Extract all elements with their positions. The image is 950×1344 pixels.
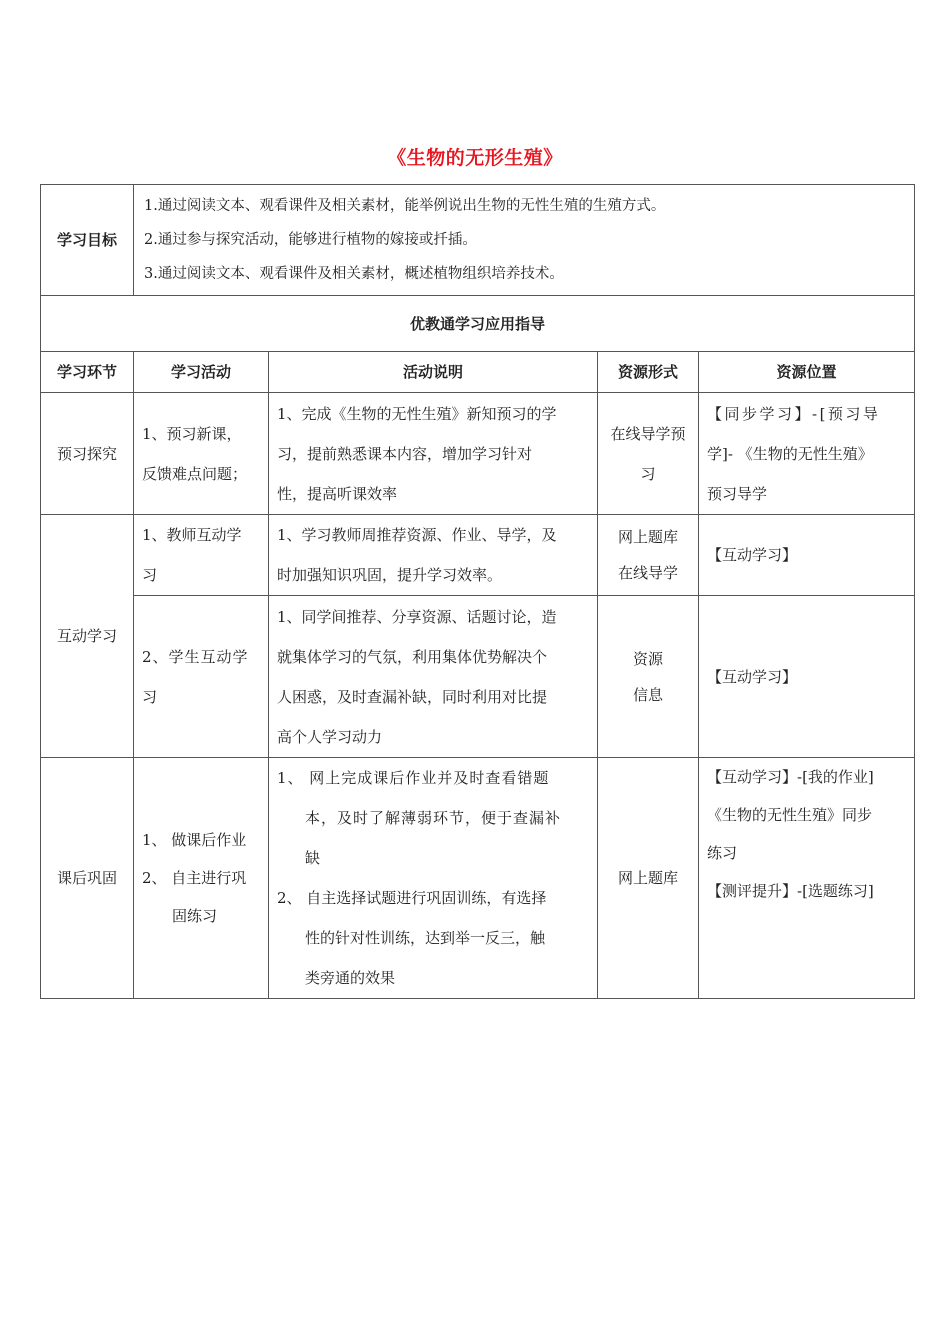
location-line: 【测评提升】-[选题练习] — [707, 882, 874, 900]
desc-line: 习，提前熟悉课本内容，增加学习针对 — [277, 444, 533, 463]
location-line: 《生物的无性生殖》同步 — [707, 806, 873, 824]
stage-interact: 互动学习 — [41, 515, 134, 758]
desc-preview — [269, 393, 598, 515]
guide-title: 优教通学习应用指导 — [41, 296, 915, 352]
desc-line: 1、学习教师周推荐资源、作业、导学，及 — [277, 526, 557, 544]
desc-line: 时加强知识巩固，提升学习效率。 — [277, 566, 503, 584]
form-line: 信息 — [632, 685, 663, 704]
form-student — [598, 596, 699, 758]
form-line: 在线导学预 — [610, 424, 686, 443]
objectives-label: 学习目标 — [41, 185, 134, 296]
form-line: 网上题库 — [617, 528, 678, 546]
page-title: 《生物的无形生殖》 — [387, 147, 563, 169]
header-resource-location: 资源位置 — [699, 352, 915, 393]
header-description: 活动说明 — [269, 352, 598, 393]
desc-line: 2、 自主选择试题进行巩固训练，有选择 — [277, 889, 547, 907]
table-row-review — [41, 758, 915, 999]
guide-title-row — [41, 296, 915, 352]
activity-preview — [134, 393, 269, 515]
desc-line: 1、 网上完成课后作业并及时查看错题 — [277, 769, 550, 787]
objective-item: 2.通过参与探究活动，能够进行植物的嫁接或扦插。 — [144, 232, 477, 248]
table-row-interact-student — [41, 596, 915, 758]
desc-line: 人困惑，及时查漏补缺，同时利用对比提 — [277, 687, 548, 706]
desc-line: 本，及时了解薄弱环节，便于查漏补 — [305, 809, 562, 827]
activity-student — [134, 596, 269, 758]
location-line: 预习导学 — [707, 484, 768, 503]
activity-line: 1、教师互动学 — [142, 526, 242, 544]
header-resource-form: 资源形式 — [598, 352, 699, 393]
objectives-list — [134, 185, 915, 296]
location-student: 【互动学习】 — [699, 596, 915, 758]
location-teacher: 【互动学习】 — [699, 515, 915, 596]
desc-line: 1、完成《生物的无性生殖》新知预习的学 — [277, 404, 557, 423]
activity-line: 2、学生互动学 — [142, 647, 249, 666]
desc-line: 类旁通的效果 — [305, 969, 396, 987]
desc-line: 缺 — [305, 849, 321, 867]
form-line: 资源 — [632, 649, 663, 668]
form-preview — [598, 393, 699, 515]
activity-teacher — [134, 515, 269, 596]
desc-line: 性的针对性训练，达到举一反三，触 — [305, 929, 546, 947]
stage-preview: 预习探究 — [41, 393, 134, 515]
header-row — [41, 352, 915, 393]
form-line: 习 — [640, 464, 656, 483]
table-row-interact-teacher — [41, 515, 915, 596]
table-row-preview — [41, 393, 915, 515]
form-line: 在线导学 — [617, 564, 678, 582]
header-activity: 学习活动 — [134, 352, 269, 393]
activity-line: 1、 做课后作业 — [142, 831, 247, 849]
location-line: 【同步学习】-[预习导 — [707, 404, 881, 423]
activity-line: 1、预习新课， — [142, 424, 242, 443]
stage-review: 课后巩固 — [41, 758, 134, 999]
desc-student — [269, 596, 598, 758]
location-preview — [699, 393, 915, 515]
desc-line: 1、同学间推荐、分享资源、话题讨论，造 — [277, 607, 557, 626]
activity-review — [134, 758, 269, 999]
desc-line: 高个人学习动力 — [277, 727, 383, 746]
activity-line: 2、 自主进行巩 — [142, 869, 247, 887]
objective-item: 1.通过阅读文本、观看课件及相关素材，能举例说出生物的无性生殖的生殖方式。 — [144, 198, 666, 214]
desc-review — [269, 758, 598, 999]
form-teacher — [598, 515, 699, 596]
desc-line: 就集体学习的气氛，利用集体优势解决个 — [277, 647, 548, 666]
location-review — [699, 758, 915, 999]
objectives-row — [41, 185, 915, 296]
location-line: 【互动学习】-[我的作业] — [707, 768, 874, 786]
objective-item: 3.通过阅读文本、观看课件及相关素材，概述植物组织培养技术。 — [144, 266, 564, 282]
location-line: 练习 — [707, 844, 738, 862]
desc-line: 性，提高听课效率 — [277, 484, 398, 503]
activity-line: 习 — [142, 687, 158, 706]
desc-teacher — [269, 515, 598, 596]
header-stage: 学习环节 — [41, 352, 134, 393]
form-review: 网上题库 — [598, 758, 699, 999]
location-line: 学]- 《生物的无性生殖》 — [707, 444, 873, 463]
activity-line: 反馈难点问题； — [142, 464, 248, 483]
activity-line: 固练习 — [172, 907, 218, 925]
guide-table — [40, 184, 915, 999]
activity-line: 习 — [142, 566, 158, 584]
